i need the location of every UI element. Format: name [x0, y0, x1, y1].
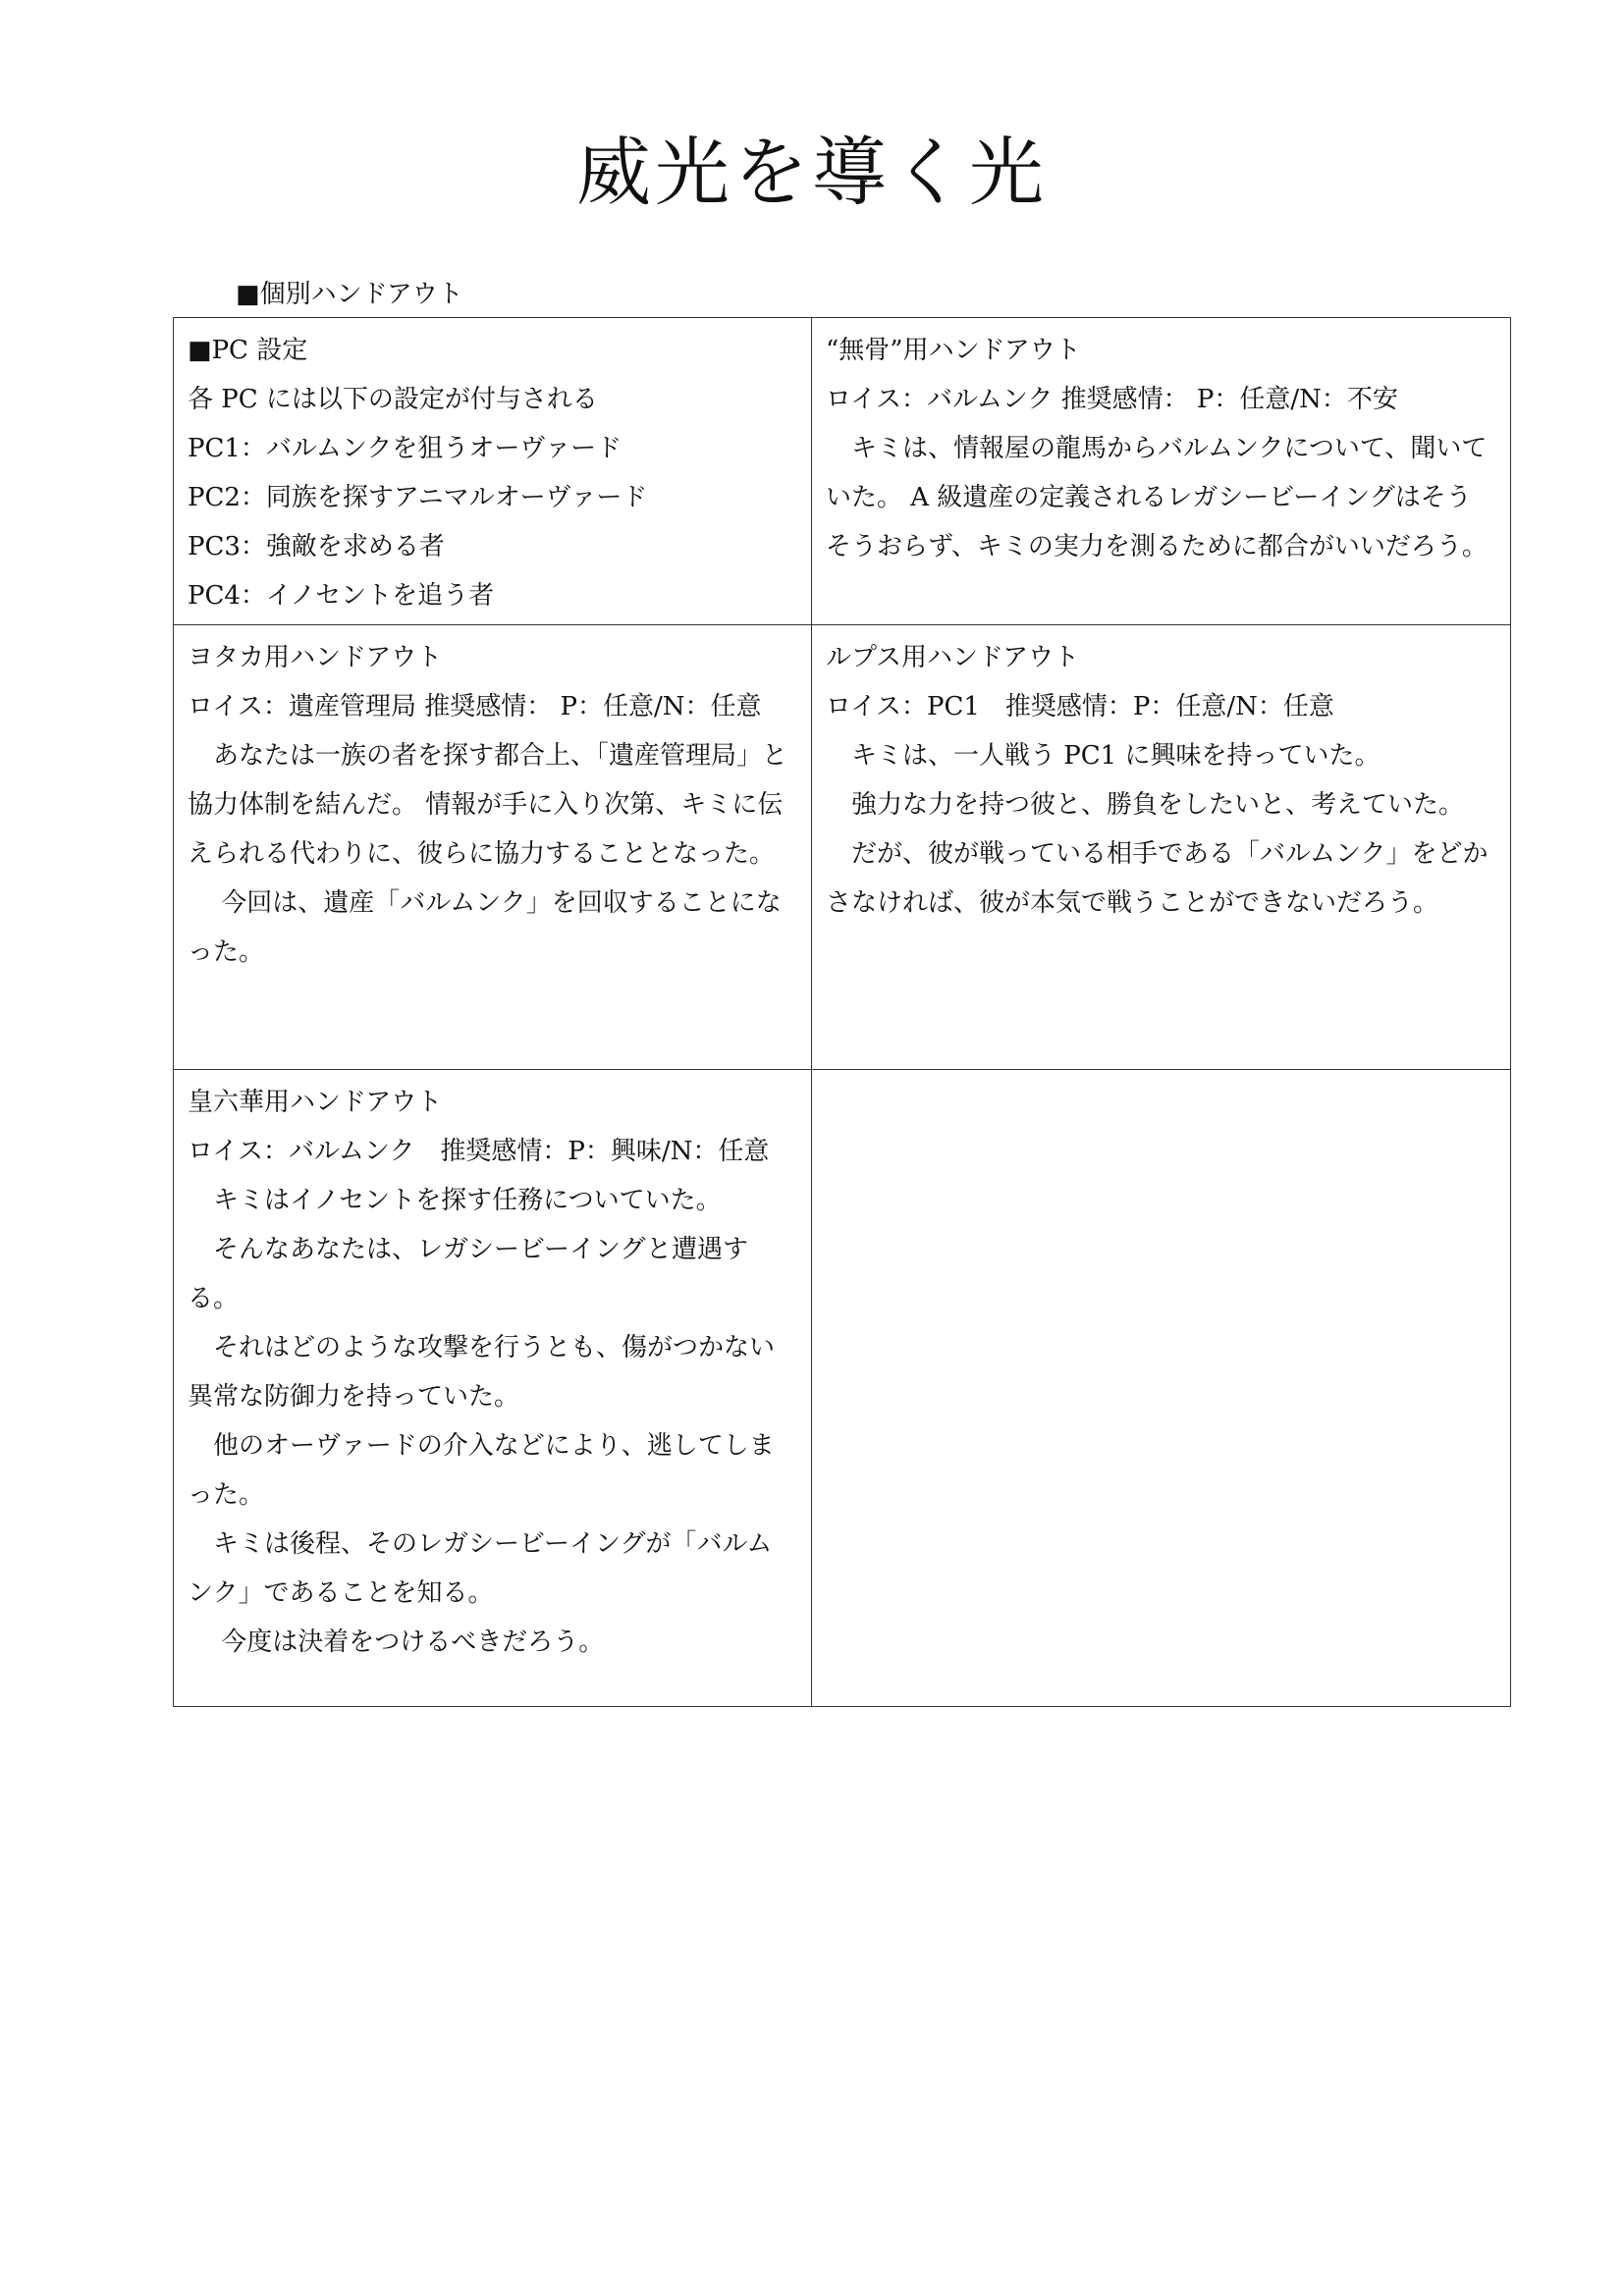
mukotsu-handout-cell: [812, 318, 1511, 625]
section-heading: ■個別ハンドアウト: [236, 280, 463, 309]
pc4-setting: PC4：イノセントを追う者: [188, 581, 495, 611]
lupus-body-1: キミは、一人戦う PC1 に興味を持っていた。: [826, 741, 1380, 771]
koukaka-body-3: それはどのような攻撃を行うとも、傷がつかない異常な防御力を持っていた。: [188, 1333, 776, 1412]
yotaka-body-1: あなたは一族の者を探す都合上、「遺産管理局」と協力体制を結んだ。 情報が手に入り次第、キミに伝えられる代わりに、彼らに協力することとなった。: [188, 741, 788, 869]
koukaka-body-2: そんなあなたは、レガシービーイングと遭遇する。: [188, 1235, 748, 1313]
pc2-setting: PC2：同族を探すアニマルオーヴァード: [188, 483, 648, 512]
lupus-body-2: 強力な力を持つ彼と、勝負をしたいと、考えていた。: [826, 790, 1465, 820]
yotaka-handout-cell: [174, 625, 812, 1070]
mukotsu-lois: ロイス：バルムンク 推奨感情： P：任意/N：不安: [826, 385, 1398, 414]
koukaka-handout-title: 皇六華用ハンドアウト: [188, 1088, 443, 1117]
pc1-setting: PC1：バルムンクを狙うオーヴァード: [188, 434, 623, 463]
lupus-body-3: だが、彼が戦っている相手である「バルムンク」をどかさなければ、彼が本気で戦うことができないだろう。: [826, 839, 1489, 918]
table-row: [174, 625, 1511, 1070]
lupus-handout-cell: [812, 625, 1511, 1070]
pc-settings-intro: 各 PC には以下の設定が付与される: [188, 385, 598, 414]
empty-cell: [812, 1070, 1511, 1707]
koukaka-body-6: 今度は決着をつけるべきだろう。: [188, 1628, 605, 1657]
koukaka-body-4: 他のオーヴァードの介入などにより、逃してしまった。: [188, 1431, 775, 1510]
koukaka-body-5: キミは後程、そのレガシービーイングが「バルムンク」であることを知る。: [188, 1529, 773, 1608]
koukaka-body-1: キミはイノセントを探す任務についていた。: [188, 1186, 722, 1215]
lupus-lois: ロイス：PC1 推奨感情：P：任意/N：任意: [826, 692, 1334, 721]
mukotsu-handout-title: “無骨”用ハンドアウト: [826, 336, 1081, 365]
yotaka-lois: ロイス：遺産管理局 推奨感情： P：任意/N：任意: [188, 692, 762, 721]
koukaka-lois: ロイス：バルムンク 推奨感情：P：興味/N：任意: [188, 1137, 770, 1166]
mukotsu-body: キミは、情報屋の龍馬からバルムンクについて、聞いていた。 A 級遺産の定義されるレガシービーイングはそうそうおらず、キミの実力を測るために都合がいいだろう。: [826, 434, 1488, 561]
table-row: [174, 1070, 1511, 1707]
koukaka-handout-cell: [174, 1070, 812, 1707]
handout-table: [173, 317, 1511, 1707]
pc-settings-heading: ■PC 設定: [188, 336, 308, 365]
pc-settings-cell: [174, 318, 812, 625]
lupus-handout-title: ルプス用ハンドアウト: [826, 643, 1080, 672]
pc3-setting: PC3：強敵を求める者: [188, 532, 445, 561]
yotaka-handout-title: ヨタカ用ハンドアウト: [188, 643, 443, 672]
document-title: 威光を導く光: [576, 129, 1048, 216]
yotaka-body-2: 今回は、遺産「バルムンク」を回収することになった。: [188, 888, 782, 967]
table-row: [174, 318, 1511, 625]
